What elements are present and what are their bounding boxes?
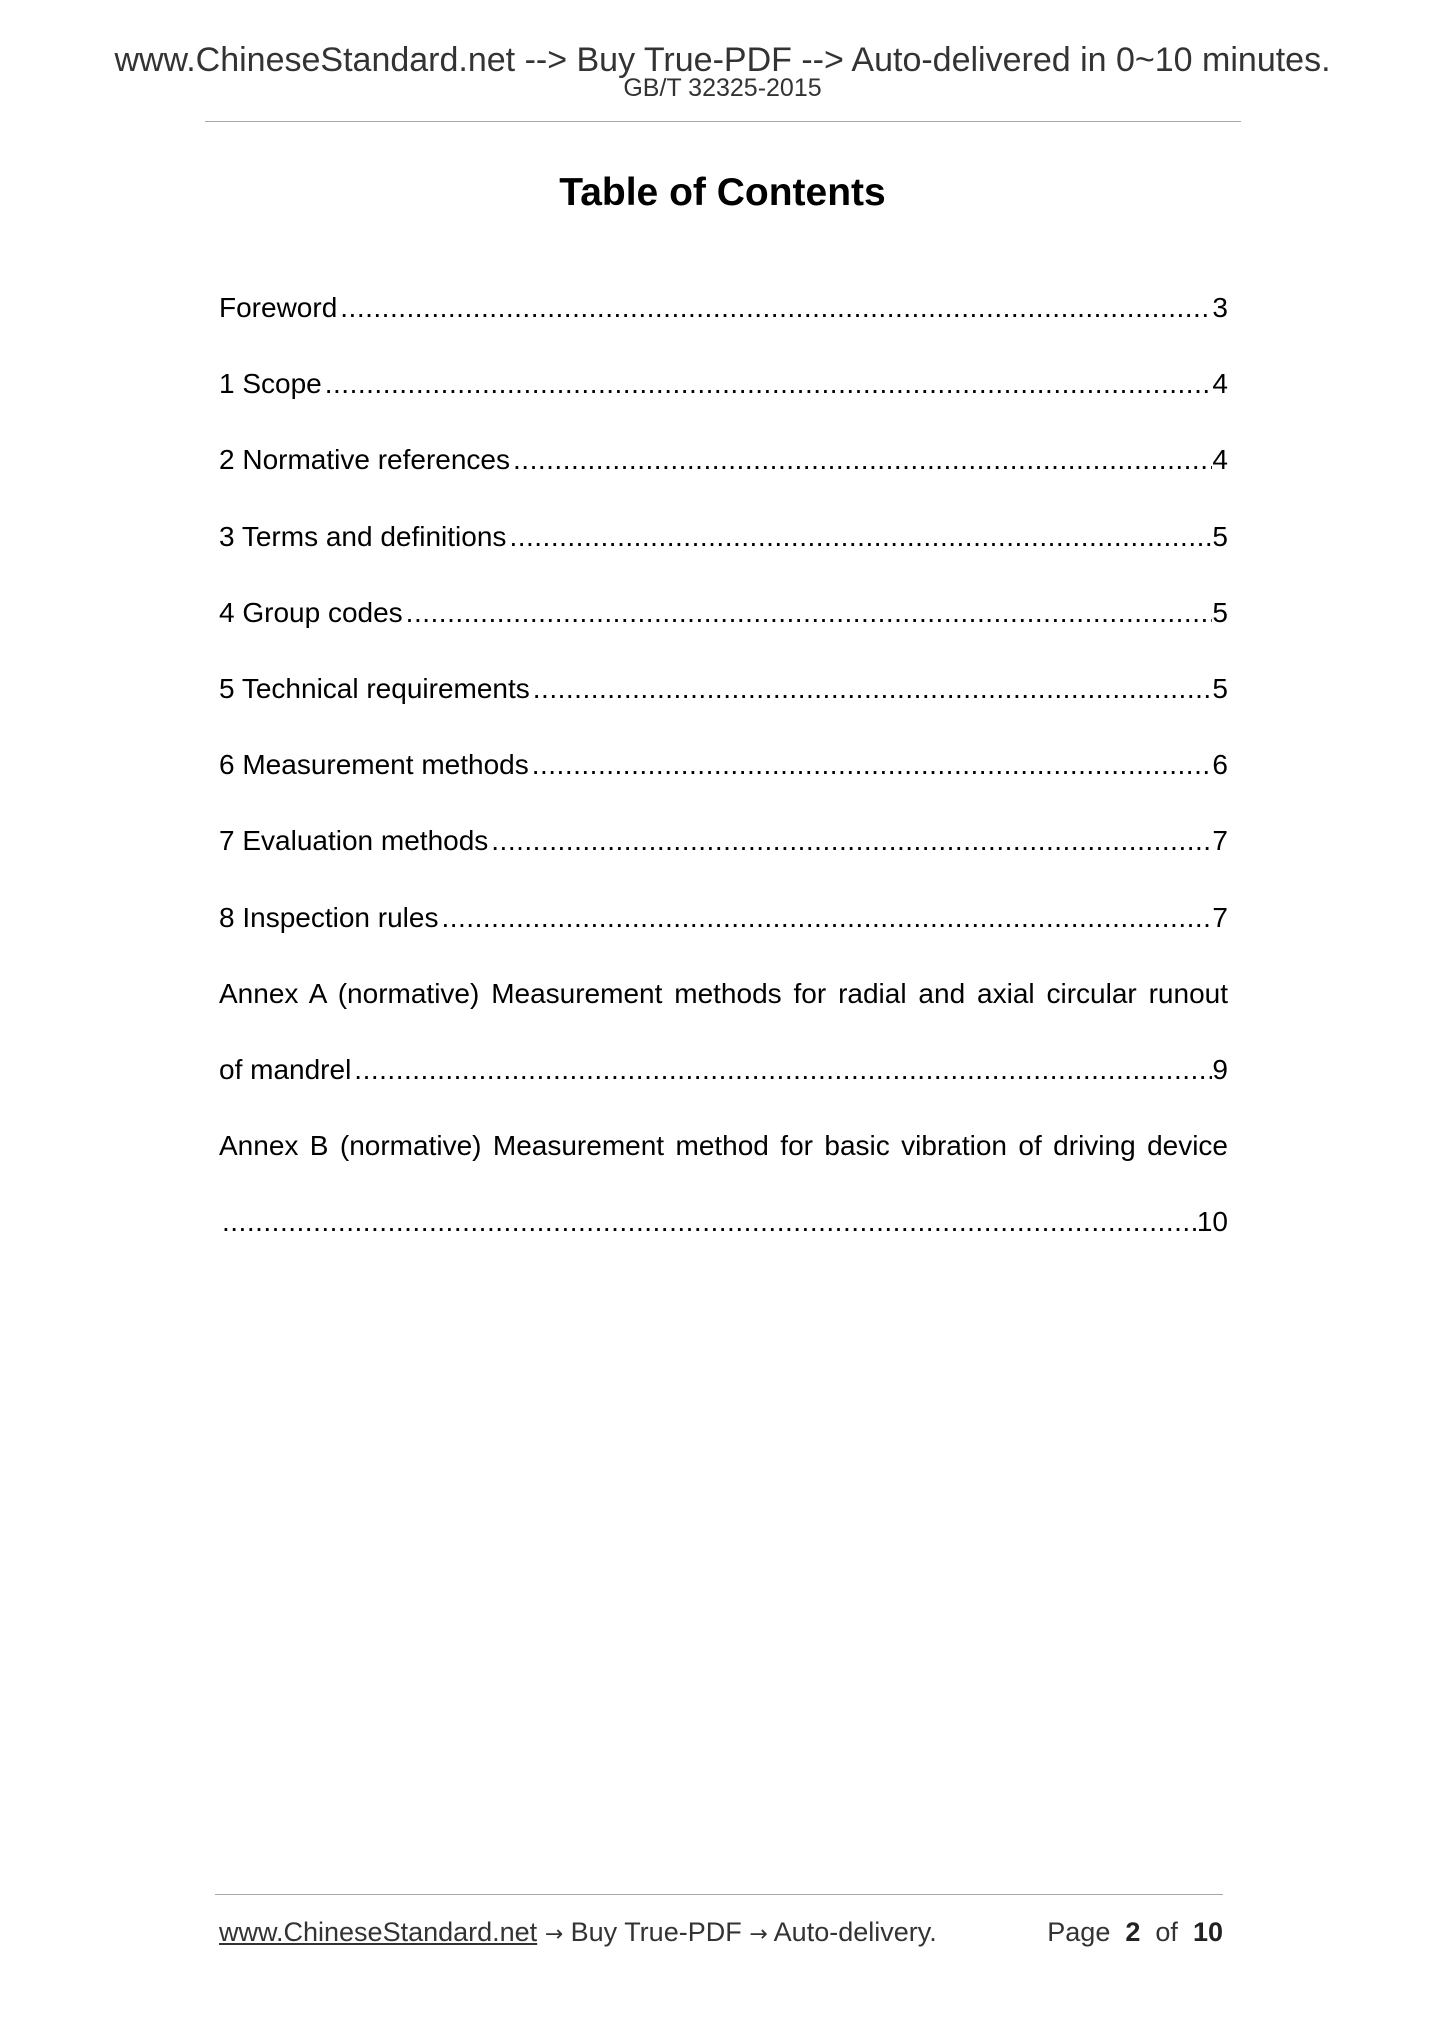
footer-delivery-text: Auto-delivery. <box>773 1917 937 1947</box>
toc-entry-normative-references[interactable] <box>219 436 1228 512</box>
toc-entry-annex-b-continued[interactable] <box>219 1198 1228 1274</box>
footer-promo <box>219 1912 937 1955</box>
top-banner: www.ChineseStandard.net --> Buy True-PDF --> Auto-delivered in 0~10 minutes. <box>114 41 1331 79</box>
footer-site-link[interactable]: www.ChineseStandard.net <box>219 1917 538 1947</box>
toc-entry-annex-a-continued[interactable] <box>219 1046 1228 1122</box>
toc-entry-page: 6 <box>1212 749 1228 781</box>
toc-leader-dots <box>506 513 1212 589</box>
toc-entry-text: 3 Terms and definitions <box>219 520 507 552</box>
toc-entry-text: 5 Technical requirements <box>219 672 530 704</box>
toc-entry-text: Annex B (normative) Measurement method for basic vibration of driving device <box>219 1130 1228 1162</box>
toc-entry-page: 7 <box>1212 825 1228 857</box>
toc-entry-text: of mandrel <box>219 1053 352 1085</box>
total-pages: 10 <box>1192 1917 1223 1947</box>
current-page: 2 <box>1125 1917 1141 1947</box>
arrow-right-icon: → <box>544 1922 564 1947</box>
toc-entry-measurement-methods[interactable] <box>219 741 1228 817</box>
toc-leader-dots <box>488 817 1212 893</box>
of-label: of <box>1155 1917 1178 1947</box>
toc-entry-page: 7 <box>1212 901 1228 933</box>
toc-leader-dots <box>403 589 1213 665</box>
footer-divider <box>215 1894 1223 1895</box>
table-of-contents <box>219 284 1228 1274</box>
toc-entry-text: 4 Group codes <box>219 596 403 628</box>
toc-entry-text: 1 Scope <box>219 368 322 400</box>
toc-leader-dots <box>438 894 1212 970</box>
page-footer <box>219 1912 1223 1952</box>
toc-entry-group-codes[interactable] <box>219 589 1228 665</box>
toc-entry-page: 5 <box>1212 596 1228 628</box>
toc-entry-foreword[interactable] <box>219 284 1228 360</box>
toc-entry-text: Foreword <box>219 292 338 323</box>
toc-entry-text: 7 Evaluation methods <box>219 825 489 857</box>
toc-entry-page: 4 <box>1212 368 1228 400</box>
toc-entry-terms-and-definitions[interactable] <box>219 513 1228 589</box>
toc-entry-page: 5 <box>1212 672 1228 704</box>
toc-entry-page: 4 <box>1212 444 1228 476</box>
header-divider <box>205 121 1241 122</box>
toc-leader-dots <box>322 360 1213 436</box>
toc-entry-text: 8 Inspection rules <box>219 901 439 933</box>
document-code: GB/T 32325-2015 <box>623 74 822 102</box>
footer-buy-text: Buy True-PDF <box>570 1917 742 1947</box>
toc-leader-dots <box>337 284 1212 360</box>
toc-entry-technical-requirements[interactable] <box>219 665 1228 741</box>
toc-entry-evaluation-methods[interactable] <box>219 817 1228 893</box>
toc-leader-dots <box>219 1198 1197 1274</box>
toc-leader-dots <box>530 665 1213 741</box>
toc-entry-inspection-rules[interactable] <box>219 894 1228 970</box>
toc-entry-page: 9 <box>1212 1053 1228 1085</box>
toc-entry-annex-a[interactable] <box>219 970 1228 1046</box>
toc-title: Table of Contents <box>559 171 886 214</box>
toc-entry-page: 3 <box>1212 292 1228 323</box>
toc-entry-page: 5 <box>1212 520 1228 552</box>
toc-entry-annex-b[interactable] <box>219 1122 1228 1198</box>
toc-entry-page: 10 <box>1196 1206 1228 1238</box>
toc-entry-text: Annex A (normative) Measurement methods for radial and axial circular runout <box>219 977 1228 1009</box>
toc-entry-scope[interactable] <box>219 360 1228 436</box>
toc-leader-dots <box>529 741 1213 817</box>
toc-leader-dots <box>351 1046 1212 1122</box>
toc-leader-dots <box>510 436 1212 512</box>
page-label: Page <box>1047 1917 1111 1947</box>
toc-entry-text: 6 Measurement methods <box>219 749 529 781</box>
toc-entry-text: 2 Normative references <box>219 444 511 476</box>
page-number <box>1047 1912 1223 1952</box>
arrow-right-icon: → <box>749 1922 768 1947</box>
